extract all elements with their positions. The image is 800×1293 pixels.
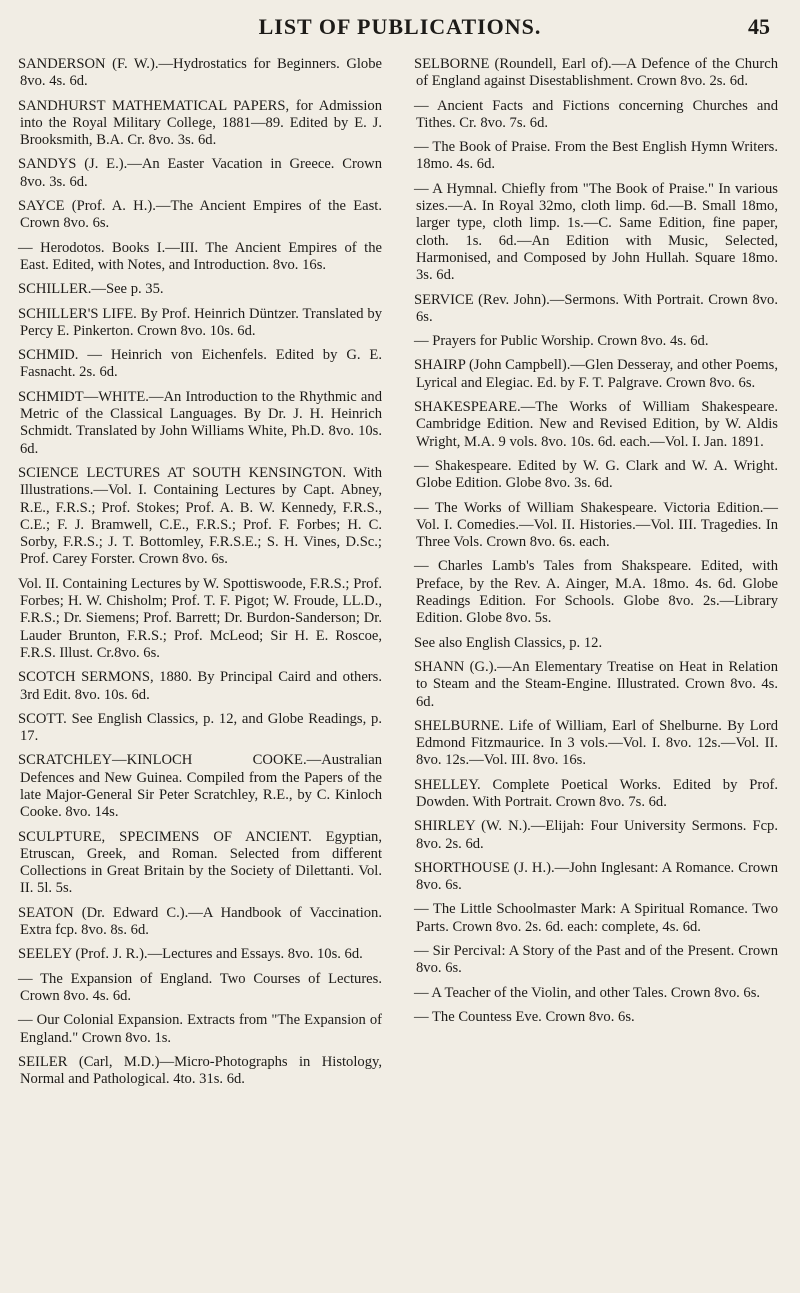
catalog-entry: — Herodotos. Books I.—III. The Ancient Empires of the East. Edited, with Notes, and Introduction. 8vo. 16s.	[18, 239, 382, 273]
catalog-entry: SHAIRP (John Campbell).—Glen Desseray, and other Poems, Lyrical and Elegiac. Ed. by F. T. Palgrave. Crown 8vo. 6s.	[414, 357, 778, 391]
catalog-entry: SANDYS (J. E.).—An Easter Vacation in Greece. Crown 8vo. 3s. 6d.	[18, 156, 382, 190]
catalog-entry: SCRATCHLEY—KINLOCH COOKE.—Australian Defences and New Guinea. Compiled from the Papers of the late Major-General Sir Peter Scratchley, R.E., by C. Kinloch Cooke. 8vo. 14s.	[18, 752, 382, 821]
catalog-entry: — Our Colonial Expansion. Extracts from "The Expansion of England." Crown 8vo. 1s.	[18, 1012, 382, 1046]
catalog-entry: SCHMIDT—WHITE.—An Introduction to the Rhythmic and Metric of the Classical Languages. By Dr. J. H. Heinrich Schmidt. Translated by John Williams White, Ph.D. 8vo. 10s. 6d.	[18, 388, 382, 457]
catalog-entry: — The Little Schoolmaster Mark: A Spiritual Romance. Two Parts. Crown 8vo. 2s. 6d. each: complete, 4s. 6d.	[414, 901, 778, 935]
catalog-entry: — The Expansion of England. Two Courses of Lectures. Crown 8vo. 4s. 6d.	[18, 970, 382, 1004]
catalog-entry: SHORTHOUSE (J. H.).—John Inglesant: A Romance. Crown 8vo. 6s.	[414, 859, 778, 894]
catalog-entry: SANDHURST MATHEMATICAL PAPERS, for Admission into the Royal Military College, 1881—89. Edited by E. J. Brooksmith, B.A. Cr. 8vo. 3s. 6d.	[18, 97, 382, 149]
catalog-entry: — Charles Lamb's Tales from Shakspeare. Edited, with Preface, by the Rev. A. Ainger, M.A. 18mo. 4s. 6d. Globe Readings Edition. For Schools. Globe 8vo. 2s.—Library Edition. Globe 8vo. 5s.	[414, 558, 778, 627]
catalog-entry: — The Book of Praise. From the Best English Hymn Writers. 18mo. 4s. 6d.	[414, 139, 778, 173]
catalog-entry: SHANN (G.).—An Elementary Treatise on Heat in Relation to Steam and the Steam-Engine. Illustrated. Crown 8vo. 4s. 6d.	[414, 658, 778, 710]
catalog-entry: SHIRLEY (W. N.).—Elijah: Four University Sermons. Fcp. 8vo. 2s. 6d.	[414, 818, 778, 852]
left-column	[20, 56, 382, 1095]
catalog-entry: See also English Classics, p. 12.	[414, 634, 603, 651]
catalog-entry: SCHILLER.—See p. 35.	[18, 281, 164, 298]
catalog-entry: SCHILLER'S LIFE. By Prof. Heinrich Düntzer. Translated by Percy E. Pinkerton. Crown 8vo. 10s. 6d.	[18, 305, 382, 339]
catalog-entry: SEELEY (Prof. J. R.).—Lectures and Essays. 8vo. 10s. 6d.	[18, 946, 363, 963]
page-number: 45	[748, 14, 770, 39]
catalog-entry: — A Teacher of the Violin, and other Tales. Crown 8vo. 6s.	[414, 984, 761, 1001]
catalog-entry: SEILER (Carl, M.D.)—Micro-Photographs in Histology, Normal and Pathological. 4to. 31s. 6d.	[18, 1053, 382, 1088]
catalog-entry: — Sir Percival: A Story of the Past and of the Present. Crown 8vo. 6s.	[414, 943, 778, 977]
catalog-entry: — Prayers for Public Worship. Crown 8vo. 4s. 6d.	[414, 333, 709, 350]
page-header	[0, 10, 800, 50]
catalog-entry: — Ancient Facts and Fictions concerning Churches and Tithes. Cr. 8vo. 7s. 6d.	[414, 97, 778, 131]
catalog-entry: SELBORNE (Roundell, Earl of).—A Defence of the Church of England against Disestablishment. Crown 8vo. 2s. 6d.	[414, 56, 778, 90]
catalog-entry: SCOTCH SERMONS, 1880. By Principal Caird and others. 3rd Edit. 8vo. 10s. 6d.	[18, 669, 382, 703]
catalog-entry: — A Hymnal. Chiefly from "The Book of Praise." In various sizes.—A. In Royal 32mo, cloth limp. 6d.—B. Small 18mo, larger type, cloth limp. 1s.—C. Same Edition, fine paper, cloth. 1s. 6d.—An Edition with Music, Selected, Harmonised, and Composed by John Hullah. Square 18mo. 3s. 6d.	[414, 180, 778, 284]
running-title: LIST OF PUBLICATIONS.	[258, 14, 542, 39]
catalog-entry: SANDERSON (F. W.).—Hydrostatics for Beginners. Globe 8vo. 4s. 6d.	[18, 56, 382, 90]
catalog-entry: SERVICE (Rev. John).—Sermons. With Portrait. Crown 8vo. 6s.	[414, 291, 778, 325]
catalog-entry: SHELLEY. Complete Poetical Works. Edited by Prof. Dowden. With Portrait. Crown 8vo. 7s. 6d.	[414, 776, 778, 810]
catalog-entry: SAYCE (Prof. A. H.).—The Ancient Empires of the East. Crown 8vo. 6s.	[18, 198, 382, 232]
catalog-entry: SCIENCE LECTURES AT SOUTH KENSINGTON. With Illustrations.—Vol. I. Containing Lectures by Capt. Abney, R.E., F.R.S.; Prof. Stokes; Prof. A. B. W. Kennedy, F.R.S., C.E.; F. J. Bramwell, C.E., F.R.S.; Prof. F. Forbes; H. C. Sorby, F.R.S.; J. T. Bottomley, F.R.S.E.; S. H. Vines, D.Sc.; Prof. Carey Forster. Crown 8vo. 6s.	[18, 464, 382, 568]
catalog-entry: SCHMID. — Heinrich von Eichenfels. Edited by G. E. Fasnacht. 2s. 6d.	[18, 347, 382, 381]
catalog-entry: — The Works of William Shakespeare. Victoria Edition.—Vol. I. Comedies.—Vol. II. Histories.—Vol. III. Tragedies. In Three Vols. Crown 8vo. 6s. each.	[414, 499, 778, 551]
catalog-entry: SCOTT. See English Classics, p. 12, and Globe Readings, p. 17.	[18, 710, 382, 745]
catalog-entry: Vol. II. Containing Lectures by W. Spottiswoode, F.R.S.; Prof. Forbes; H. W. Chisholm; Prof. T. F. Pigot; W. Froude, LL.D., F.R.S.; Dr. Siemens; Prof. Barrett; Dr. Burdon-Sanderson; Dr. Lauder Brunton, F.R.S.; Prof. McLeod; Sir H. E. Roscoe, F.R.S. Illust. Cr.8vo. 6s.	[18, 575, 382, 661]
catalog-entry: SEATON (Dr. Edward C.).—A Handbook of Vaccination. Extra fcp. 8vo. 8s. 6d.	[18, 904, 382, 939]
catalog-entry: SCULPTURE, SPECIMENS OF ANCIENT. Egyptian, Etruscan, Greek, and Roman. Selected from different Collections in Great Britain by the Society of Dilettanti. Vol. II. 5l. 5s.	[18, 828, 382, 897]
right-column	[416, 56, 778, 1033]
catalog-entry: SHELBURNE. Life of William, Earl of Shelburne. By Lord Edmond Fitzmaurice. In 3 vols.—Vol. I. 8vo. 12s.—Vol. II. 8vo. 12s.—Vol. III. 8vo. 16s.	[414, 717, 778, 769]
catalog-entry: — The Countess Eve. Crown 8vo. 6s.	[414, 1008, 635, 1025]
catalog-entry: SHAKESPEARE.—The Works of William Shakespeare. Cambridge Edition. New and Revised Edition, by W. Aldis Wright, M.A. 9 vols. 8vo. 10s. 6d. each.—Vol. I. Jan. 1891.	[414, 399, 778, 450]
catalog-entry: — Shakespeare. Edited by W. G. Clark and W. A. Wright. Globe Edition. Globe 8vo. 3s. 6d.	[414, 457, 778, 492]
